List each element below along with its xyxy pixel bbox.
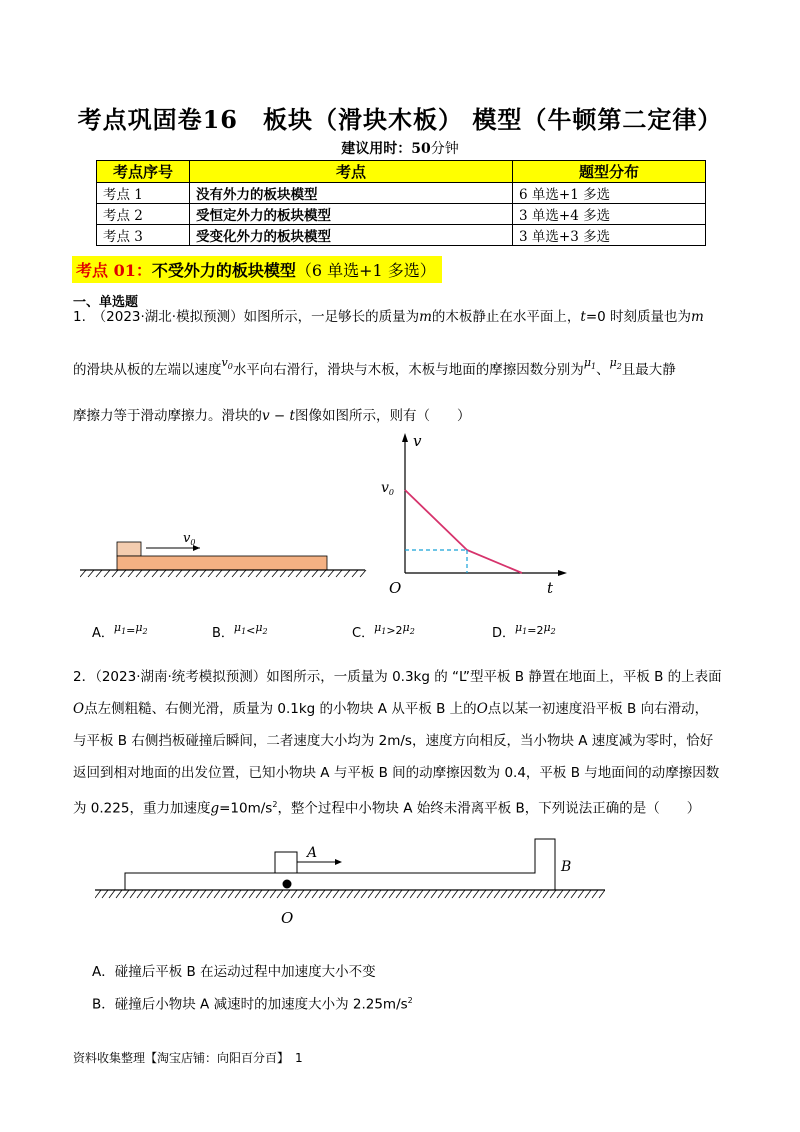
math-v0: v0 (221, 356, 233, 372)
suggested-time-value: 50 (411, 141, 431, 157)
q2-line4: 返回到相对地面的出发位置，已知小物块 A 与平板 B 间的动摩擦因数为 0.4，平板 B 与地面间的动摩擦因数 (73, 765, 720, 781)
q1-line1 (73, 307, 704, 327)
header-cell: 题型分布 (513, 161, 706, 183)
table-cell: 考点 2 (97, 204, 190, 225)
hatch-line (151, 890, 157, 898)
hatch-line (193, 890, 199, 898)
hatch-line (130, 890, 136, 898)
q1-text: 的木板静止在水平面上， (431, 309, 581, 325)
math-mu1: μ1 (374, 621, 387, 637)
hatch-line (522, 890, 528, 898)
ground-hatch (80, 570, 366, 577)
hatch-line (501, 890, 507, 898)
section-name: 不受外力的板块模型 (151, 261, 296, 280)
q1-option-a[interactable] (92, 622, 148, 642)
hatch-line (382, 890, 388, 898)
q1-text: 、 (596, 362, 610, 378)
table-row (97, 204, 706, 225)
option-label: B． (212, 626, 234, 641)
q1-vt-graph (375, 430, 575, 605)
hatch-line (543, 890, 549, 898)
hatch-line (263, 890, 269, 898)
hatch-line (172, 890, 178, 898)
math-O: O (73, 701, 85, 717)
hatch-line (256, 890, 262, 898)
math-mu1: μ1 (113, 621, 127, 637)
hatch-line (529, 890, 535, 898)
q2-number: 2． (73, 669, 96, 685)
table-cell: 6 单选+1 多选 (513, 183, 706, 204)
table-cell: 受恒定外力的板块模型 (190, 204, 513, 225)
hatch-line (431, 890, 437, 898)
math-g: g (210, 800, 220, 817)
suggested-time-unit: 分钟 (430, 141, 459, 157)
q2-text: 点左侧粗糙、右侧光滑，质量为 0.1kg 的小物块 A 从平板 B 上的 (84, 701, 477, 717)
label-b: B (561, 859, 572, 875)
q1-text: 如图所示，一足够长的质量为 (243, 309, 420, 325)
hatch-line (165, 890, 171, 898)
table-cell: 3 单选+3 多选 (513, 225, 706, 246)
q2-l-board-figure (95, 835, 605, 930)
hatch-line (508, 890, 514, 898)
hatch-line (354, 890, 360, 898)
ground-hatch (95, 890, 605, 898)
hatch-line (536, 890, 542, 898)
hatch-line (361, 890, 367, 898)
option-relation: = (126, 624, 136, 637)
hatch-line (326, 890, 332, 898)
q1-option-d[interactable] (492, 622, 556, 642)
hatch-line (550, 890, 556, 898)
q2-text: 为 0.225，重力加速度 (73, 800, 211, 817)
hatch-line (347, 890, 353, 898)
q2-option-b[interactable] (92, 991, 413, 1015)
hatch-line (487, 890, 493, 898)
math-mu2: μ2 (255, 621, 268, 637)
hatch-line (179, 890, 185, 898)
page-title: 考点巩固卷16 板块（滑块木板） 模型（牛顿第二定律） (77, 105, 723, 134)
math-mu2: μ2 (609, 356, 622, 372)
math-mu2: μ2 (402, 621, 415, 637)
math-mu1: μ1 (233, 621, 247, 637)
math-mu1: μ1 (583, 356, 597, 372)
hatch-line (214, 890, 220, 898)
suggested-time-label: 建议用时： (341, 141, 412, 157)
hatch-line (592, 890, 598, 898)
table-cell: 受变化外力的板块模型 (190, 225, 513, 246)
label-a: A (307, 845, 318, 861)
q1-text: 图像如图所示，则有（ ） (294, 408, 471, 424)
summary-table (96, 160, 706, 246)
hatch-line (137, 890, 143, 898)
hatch-line (515, 890, 521, 898)
q2-text: =10m/s (219, 800, 273, 817)
section-header (72, 256, 442, 283)
hatch-line (494, 890, 500, 898)
hatch-line (319, 890, 325, 898)
hatch-line (424, 890, 430, 898)
hatch-line (144, 890, 150, 898)
option-relation: =2 (527, 624, 544, 637)
suggested-time (0, 138, 800, 158)
section-distribution: （6 单选+1 多选） (295, 261, 436, 280)
hatch-line (410, 890, 416, 898)
q2-text: 点以某一初速度沿平板 B 向右滑动， (487, 701, 709, 717)
hatch-line (95, 890, 101, 898)
superscript: 2 (407, 996, 413, 1005)
hatch-line (123, 890, 129, 898)
hatch-line (480, 890, 486, 898)
q2-line1 (73, 667, 722, 687)
hatch-line (235, 890, 241, 898)
option-relation: < (246, 624, 256, 637)
math-vt: v − t (262, 408, 295, 424)
table-cell: 3 单选+4 多选 (513, 204, 706, 225)
q1-option-b[interactable] (212, 622, 268, 642)
v-axis-arrow (402, 433, 408, 442)
superscript: 2 (272, 800, 278, 809)
l-board-b (125, 839, 555, 890)
label-o: O (281, 909, 294, 927)
table-row (97, 183, 706, 204)
q2-option-a[interactable]: A．碰撞后平板 B 在运动过程中加速度大小不变 (92, 964, 376, 980)
hatch-line (102, 890, 108, 898)
hatch-line (445, 890, 451, 898)
q1-number: 1. (73, 309, 86, 325)
v0-tick-label: $v_0$ (381, 480, 395, 497)
hatch-line (585, 890, 591, 898)
wood-board (117, 556, 327, 570)
q1-line2 (73, 356, 676, 385)
hatch-line (417, 890, 423, 898)
hatch-line (298, 890, 304, 898)
hatch-line (312, 890, 318, 898)
hatch-line (221, 890, 227, 898)
q1-text: 且最大静 (621, 362, 676, 378)
footer: 资料收集整理【淘宝店铺：向阳百分百】 1 (73, 1051, 303, 1065)
origin-label: O (389, 579, 402, 597)
hatch-line (305, 890, 311, 898)
table-cell: 考点 3 (97, 225, 190, 246)
hatch-line (403, 890, 409, 898)
option-relation: >2 (386, 624, 403, 637)
q1-text: 的滑块从板的左端以速度 (73, 362, 222, 378)
q1-text: =0 时刻质量也为 (585, 309, 692, 325)
hatch-line (438, 890, 444, 898)
math-O: O (476, 701, 488, 717)
q1-board-figure (80, 525, 370, 585)
math-mu2: μ2 (135, 621, 148, 637)
hatch-line (557, 890, 563, 898)
hatch-line (200, 890, 206, 898)
hatch-line (571, 890, 577, 898)
header-cell: 考点序号 (97, 161, 190, 183)
hatch-line (228, 890, 234, 898)
vt-line (405, 490, 522, 573)
hatch-line (375, 890, 381, 898)
hatch-line (249, 890, 255, 898)
q1-option-c[interactable] (352, 622, 415, 642)
hatch-line (452, 890, 458, 898)
hatch-line (459, 890, 465, 898)
hatch-line (116, 890, 122, 898)
hatch-line (340, 890, 346, 898)
q1-source: （2023·湖北·模拟预测） (99, 309, 244, 325)
table-cell: 没有外力的板块模型 (190, 183, 513, 204)
t-axis-label: t (547, 579, 554, 597)
q2-line2 (73, 699, 708, 719)
q1-text: 水平向右滑行，滑块与木板，木板与地面的摩擦因数分别为 (232, 362, 584, 378)
hatch-line (186, 890, 192, 898)
hatch-line (396, 890, 402, 898)
point-o-marker (283, 880, 292, 889)
hatch-line (109, 890, 115, 898)
hatch-line (242, 890, 248, 898)
option-text: B．碰撞后小物块 A 减速时的加速度大小为 2.25m/s (92, 996, 408, 1013)
math-mu2: μ2 (543, 621, 556, 637)
hatch-line (564, 890, 570, 898)
v-axis-label: v (413, 432, 422, 450)
option-label: C． (352, 626, 375, 641)
hatch-line (270, 890, 276, 898)
q1-line3 (73, 406, 470, 426)
hatch-line (466, 890, 472, 898)
hatch-line (473, 890, 479, 898)
hatch-line (277, 890, 283, 898)
table-cell: 考点 1 (97, 183, 190, 204)
fig-v0-label: $v_0$ (183, 531, 196, 547)
q2-line3: 与平板 B 右侧挡板碰撞后瞬间，二者速度大小均为 2m/s，速度方向相反，当小物块 A 速度减为零时，恰好 (73, 733, 714, 749)
q1-text: 摩擦力等于滑动摩擦力。滑块的 (73, 408, 262, 424)
math-t: t (580, 309, 586, 325)
hatch-line (389, 890, 395, 898)
q2-line5 (73, 795, 700, 819)
q2-text: ，整个过程中小物块 A 始终未滑离平板 B，下列说法正确的是（ ） (277, 800, 701, 817)
hatch-line (368, 890, 374, 898)
hatch-line (333, 890, 339, 898)
arrow-head (335, 859, 342, 865)
hatch-line (578, 890, 584, 898)
math-mu1: μ1 (515, 621, 528, 637)
t-axis-arrow (558, 570, 567, 576)
hatch-line (599, 890, 605, 898)
table-row (97, 225, 706, 246)
section-label: 考点 01： (76, 261, 152, 280)
hatch-line (207, 890, 213, 898)
summary-table-header (97, 161, 706, 183)
hatch-line (291, 890, 297, 898)
header-cell: 考点 (190, 161, 513, 183)
slider-block (117, 542, 141, 556)
q2-text: （2023·湖南·统考模拟预测）如图所示，一质量为 0.3kg 的 “L”型平板 B 静置在地面上，平板 B 的上表面 (95, 669, 722, 685)
math-m: m (691, 309, 704, 325)
question-type-heading: 一、单选题 (73, 295, 139, 310)
block-a (275, 852, 297, 873)
option-label: A． (92, 626, 114, 641)
hatch-line (158, 890, 164, 898)
math-m: m (419, 309, 432, 325)
option-label: D． (492, 626, 516, 641)
hatch-line (284, 890, 290, 898)
